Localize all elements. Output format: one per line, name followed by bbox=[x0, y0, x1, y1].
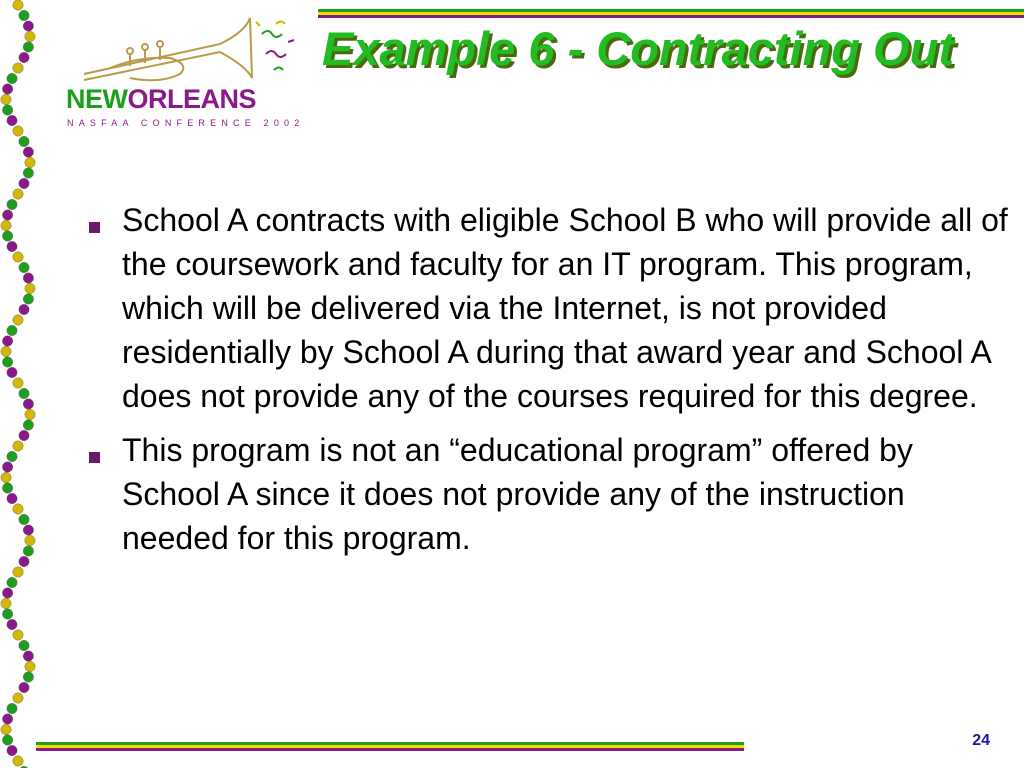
bead bbox=[23, 672, 33, 682]
bullet-item bbox=[86, 428, 1008, 560]
bead bbox=[7, 745, 17, 755]
bead bbox=[2, 609, 12, 619]
bead bbox=[13, 756, 23, 766]
bead bbox=[13, 126, 23, 136]
bead bbox=[7, 451, 17, 461]
bead bbox=[1, 598, 11, 608]
bead bbox=[23, 147, 33, 157]
bead bbox=[23, 42, 33, 52]
bead bbox=[23, 399, 33, 409]
bead bbox=[23, 273, 33, 283]
bead bbox=[7, 199, 17, 209]
logo-word-new: NEW bbox=[66, 84, 128, 114]
bead bbox=[25, 535, 35, 545]
bead bbox=[13, 693, 23, 703]
bead bbox=[25, 31, 35, 41]
bullet-text: School A contracts with eligible School B who will provide all of the coursework and faculty for an IT program. This program, which will be delivered via the Internet, is not provided residentially by School A during that award year and School A does not provide any of the courses required for this degree. bbox=[122, 202, 1008, 414]
bead bbox=[2, 84, 12, 94]
bead bbox=[7, 703, 17, 713]
conference-logo bbox=[58, 14, 305, 132]
bead bbox=[19, 556, 29, 566]
bead bbox=[1, 220, 11, 230]
bead bbox=[7, 241, 17, 251]
logo-wordmark bbox=[66, 84, 256, 115]
bead bbox=[1, 472, 11, 482]
bead bbox=[7, 577, 17, 587]
bead bbox=[1, 724, 11, 734]
bead bbox=[13, 378, 23, 388]
bead bbox=[19, 388, 29, 398]
bead bbox=[7, 325, 17, 335]
bead bbox=[19, 640, 29, 650]
bead bbox=[25, 157, 35, 167]
bead bbox=[23, 651, 33, 661]
bead bbox=[2, 105, 12, 115]
bead bbox=[25, 409, 35, 419]
bead bbox=[19, 430, 29, 440]
bead bbox=[7, 73, 17, 83]
bead bbox=[13, 504, 23, 514]
bead bbox=[25, 283, 35, 293]
bead bbox=[13, 630, 23, 640]
bead bbox=[1, 94, 11, 104]
bead bbox=[19, 52, 29, 62]
square-bullet-icon bbox=[89, 222, 100, 233]
bullet-item bbox=[86, 198, 1008, 418]
logo-word-orleans: ORLEANS bbox=[127, 84, 257, 114]
slide-body bbox=[86, 198, 1008, 570]
bead bbox=[23, 525, 33, 535]
top-stripe-decoration bbox=[318, 9, 1024, 18]
logo-subtitle: NASFAA CONFERENCE 2002 bbox=[67, 118, 305, 128]
bead bbox=[19, 178, 29, 188]
bead bbox=[7, 493, 17, 503]
bottom-stripe-decoration bbox=[36, 742, 744, 751]
bead bbox=[13, 315, 23, 325]
bead bbox=[13, 189, 23, 199]
bead bbox=[2, 231, 12, 241]
bead bbox=[23, 420, 33, 430]
bead bbox=[23, 21, 33, 31]
bead bbox=[2, 714, 12, 724]
bead bbox=[23, 546, 33, 556]
bead bbox=[2, 462, 12, 472]
bead bbox=[2, 483, 12, 493]
bead bbox=[19, 136, 29, 146]
bead bbox=[19, 304, 29, 314]
bead bbox=[13, 441, 23, 451]
bead bbox=[13, 252, 23, 262]
bullet-text: This program is not an “educational program” offered by School A since it does not provide any of the instruction needed for this program. bbox=[122, 432, 913, 556]
bead bbox=[2, 588, 12, 598]
page-number: 24 bbox=[972, 732, 990, 749]
bead bbox=[7, 115, 17, 125]
bead bbox=[19, 262, 29, 272]
trumpet-icon bbox=[70, 14, 300, 90]
bead bbox=[2, 210, 12, 220]
bead bbox=[2, 336, 12, 346]
bead bbox=[19, 682, 29, 692]
square-bullet-icon bbox=[89, 452, 100, 463]
bead bbox=[7, 367, 17, 377]
bead-strand-decoration bbox=[0, 0, 44, 768]
bead bbox=[13, 567, 23, 577]
bead bbox=[1, 346, 11, 356]
bead bbox=[13, 0, 23, 10]
slide-title: Example 6 - Contracting Out bbox=[322, 22, 954, 75]
bead bbox=[7, 619, 17, 629]
bead bbox=[13, 63, 23, 73]
bead bbox=[23, 168, 33, 178]
bead bbox=[23, 294, 33, 304]
bead bbox=[25, 661, 35, 671]
bead bbox=[2, 357, 12, 367]
bead bbox=[19, 514, 29, 524]
bead bbox=[2, 735, 12, 745]
bead bbox=[19, 10, 29, 20]
